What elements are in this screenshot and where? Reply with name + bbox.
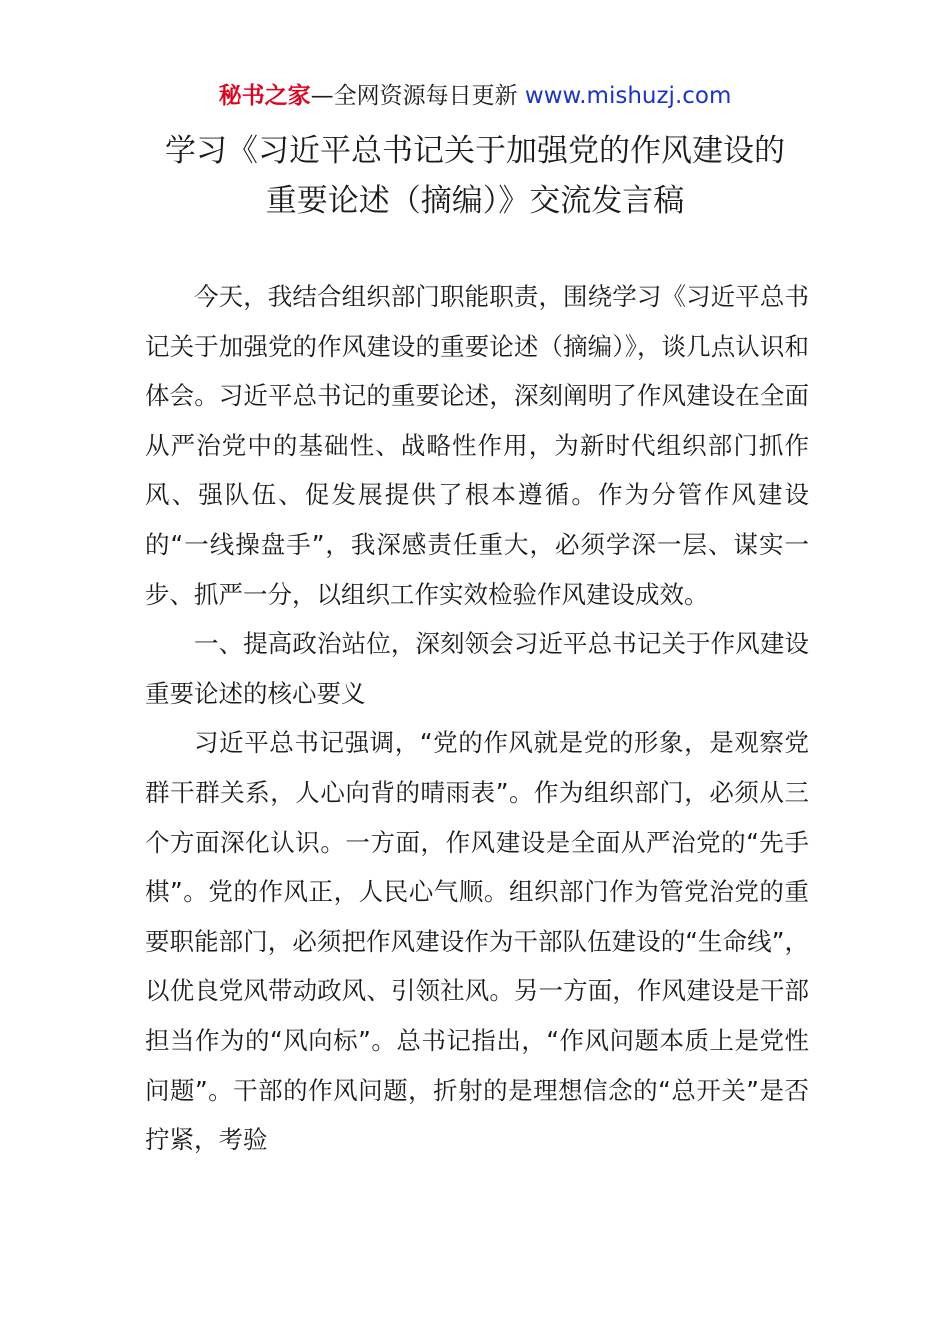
paragraph-intro: 今天，我结合组织部门职能职责，围绕学习《习近平总书记关于加强党的作风建设的重要论述（摘编）》，谈几点认识和体会。习近平总书记的重要论述，深刻阐明了作风建设在全面从严治党中的基础性、战略性作用，为新时代组织部门抓作风、强队伍、促发展提供了根本遵循。作为分管作风建设的“一线操盘手”，我深感责任重大，必须学深一层、谋实一步、抓严一分，以组织工作实效检验作风建设成效。 xyxy=(145,282,809,609)
document-body xyxy=(145,272,809,1165)
document-title xyxy=(100,126,850,226)
paragraph-section-1: 习近平总书记强调，“党的作风就是党的形象，是观察党群干群关系，人心向背的晴雨表”。作为组织部门，必须从三个方面深化认识。一方面，作风建设是全面从严治党的“先手棋”。党的作风正，人民心气顺。组织部门作为管党治党的重要职能部门，必须把作风建设作为干部队伍建设的“生命线”，以优良党风带动政风、引领社风。另一方面，作风建设是干部担当作为的“风向标”。总书记指出，“作风问题本质上是党性问题”。干部的作风问题，折射的是理想信念的“总开关”是否拧紧，考验 xyxy=(145,728,809,1155)
title-line-1: 学习《习近平总书记关于加强党的作风建设的 xyxy=(165,133,785,169)
site-brand: 秘书之家 xyxy=(218,83,311,109)
site-tagline: —全网资源每日更新 xyxy=(310,83,525,109)
site-url[interactable]: www.mishuzj.com xyxy=(524,83,732,109)
title-line-2: 重要论述（摘编）》交流发言稿 xyxy=(265,183,685,219)
site-header xyxy=(0,80,950,112)
section-heading-1: 一、提高政治站位，深刻领会习近平总书记关于作风建设重要论述的核心要义 xyxy=(145,629,809,708)
